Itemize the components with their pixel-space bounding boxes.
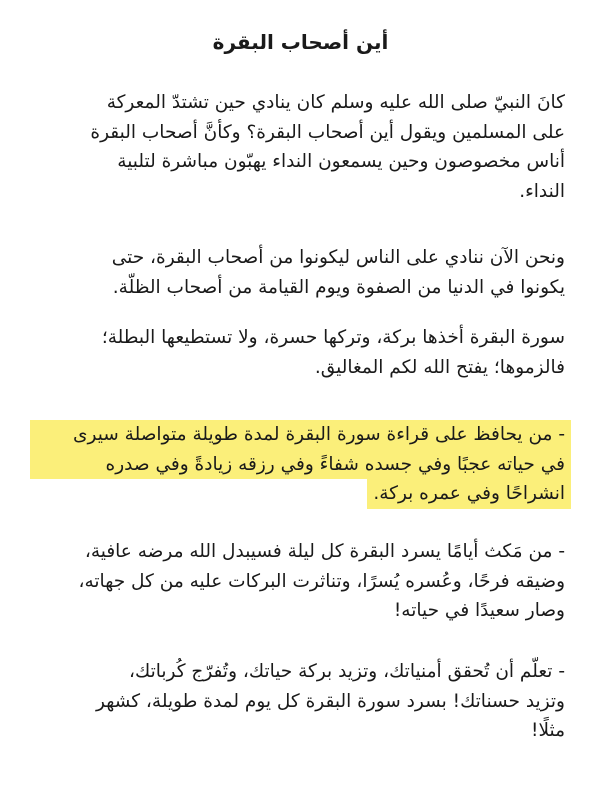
highlighted-line: انشراحًا وفي عمره بركة. <box>367 479 571 509</box>
text-line: - من مَكث أيامًا يسرد البقرة كل ليلة فسيبدل الله مرضه عافية، <box>84 541 565 562</box>
paragraph-highlighted <box>30 420 565 509</box>
text-line: وضيقه فرحًا، وعُسره يُسرًا، وتناثرت البركات عليه من كل جهاته، <box>78 570 565 592</box>
text-line: النداء. <box>519 180 565 202</box>
text-line: يكونوا في الدنيا من الصفوة ويوم القيامة من أصحاب الظلّة. <box>112 276 565 298</box>
highlighted-line: في حياته عجبًا وفي جسده شفاءً وفي رزقه زيادةً وفي صدره <box>30 450 571 480</box>
text-line: مثلًا! <box>531 720 565 741</box>
paragraph-blessings <box>30 537 565 626</box>
text-line: فالزموها؛ يفتح الله لكم المغاليق. <box>314 356 565 378</box>
text-line: - تعلّم أن تُحقق أمنياتك، وتزيد بركة حياتك، وتُفرّج كُرباتك، <box>129 661 565 682</box>
text-line: كانَ النبيّ صلى الله عليه وسلم كان ينادي حين تشتدّ المعركة <box>106 92 565 113</box>
text-line: أناس مخصوصون وحين يسمعون النداء يهبّون مباشرة لتلبية <box>117 151 565 172</box>
page-title: أين أصحاب البقرة <box>212 30 389 54</box>
paragraph-surah <box>30 323 565 382</box>
paragraph-intro <box>30 88 565 206</box>
paragraph-wishes <box>30 657 565 746</box>
text-line: سورة البقرة أخذها بركة، وتركها حسرة، ولا تستطيعها البطلة؛ <box>101 327 565 348</box>
text-line: وصار سعيدًا في حياته! <box>393 600 565 621</box>
text-line: على المسلمين ويقول أين أصحاب البقرة؟ وكأنَّ أصحاب البقرة <box>90 121 565 143</box>
highlighted-line: - من يحافظ على قراءة سورة البقرة لمدة طويلة متواصلة سيرى <box>30 420 571 450</box>
text-line: ونحن الآن ننادي على الناس ليكونوا من أصحاب البقرة، حتى <box>111 247 565 268</box>
text-line: وتزيد حسناتك! بسرد سورة البقرة كل يوم لمدة طويلة، كشهر <box>96 690 565 712</box>
paragraph-call <box>30 243 565 302</box>
